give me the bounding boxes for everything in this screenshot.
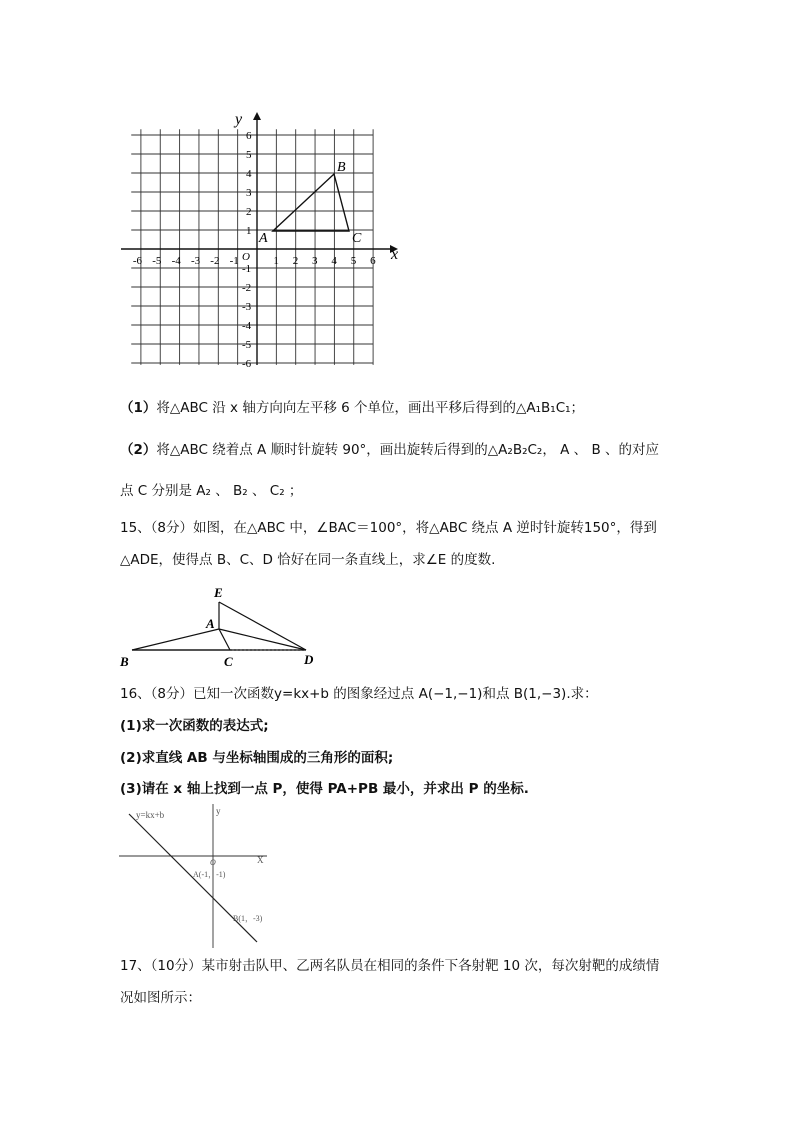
q17-line2: 况如图所示： [120, 990, 201, 1006]
q15-label-a: A [206, 616, 215, 631]
q16-part1: (1)求一次函数的表达式; [120, 718, 269, 734]
y-axis-label: y [235, 111, 243, 128]
q15-label-d: D [304, 652, 314, 667]
y-tick-label: 3 [246, 187, 252, 199]
q16-x-label: X [257, 855, 264, 865]
q15-line1: 15、（8分）如图，在△ABC 中，∠BAC＝100°，将△ABC 绕点 A 逆时针旋转150°，得到 [120, 520, 657, 536]
q15-line2: △ADE，使得点 B、C、D 恰好在同一条直线上，求∠E 的度数. [120, 552, 496, 568]
q16-func-label: y=kx+b [136, 810, 165, 820]
y-tick-label: 2 [246, 206, 252, 218]
x-axis-label: x [391, 246, 399, 263]
q16-part3: (3)请在 x 轴上找到一点 P，使得 PA+PB 最小，并求出 P 的坐标. [120, 781, 529, 797]
origin-label: O [242, 251, 250, 263]
y-tick-label: -4 [242, 320, 252, 332]
q14-part1: （1）将△ABC 沿 x 轴方向向左平移 6 个单位，画出平移后得到的△A₁B₁C₁； [120, 400, 585, 416]
y-tick-label: -5 [242, 339, 252, 351]
x-tick-label: -2 [210, 255, 220, 267]
x-tick-label: 1 [273, 255, 279, 267]
x-tick-label: -4 [171, 255, 181, 267]
x-tick-label: 2 [292, 255, 299, 267]
q14-part2-continued: 点 C 分别是 A₂ 、 B₂ 、 C₂ ； [120, 483, 303, 499]
point-c-label: C [352, 231, 362, 246]
q16-line1: 16、（8分）已知一次函数y=kx+b 的图象经过点 A(−1,−1)和点 B(1,−3).求： [120, 686, 598, 702]
x-tick-label: 4 [331, 255, 337, 267]
y-tick-label: -6 [242, 358, 252, 370]
q15-label-b: B [120, 654, 129, 669]
x-tick-label: 3 [312, 255, 318, 267]
q15-label-e: E [214, 585, 223, 600]
y-axis-arrow [253, 112, 261, 120]
y-tick-label: 4 [246, 168, 252, 180]
q16-point-b: B(1，-3) [233, 914, 263, 923]
coordinate-grid-figure [115, 108, 405, 370]
y-tick-label: 6 [246, 130, 252, 142]
point-b-label: B [337, 160, 346, 175]
y-tick-labels [242, 130, 252, 370]
q17-line1: 17、（10分）某市射击队甲、乙两名队员在相同的条件下各射靶 10 次，每次射靶的成绩情 [120, 958, 660, 974]
x-tick-label: -6 [132, 255, 143, 267]
x-tick-label: 6 [370, 255, 376, 267]
x-tick-label: -3 [190, 255, 201, 267]
y-tick-label: 1 [246, 225, 252, 237]
x-tick-label: 5 [350, 255, 357, 267]
x-tick-labels [133, 255, 376, 267]
q14-part2: （2）将△ABC 绕着点 A 顺时针旋转 90°，画出旋转后得到的△A₂B₂C₂， A 、 B 、的对应 [120, 442, 660, 458]
q16-y-label: y [216, 806, 221, 816]
y-tick-label: -1 [242, 263, 252, 275]
y-tick-label: 5 [246, 149, 252, 161]
q16-part2: (2)求直线 AB 与坐标轴围成的三角形的面积; [120, 750, 394, 766]
y-tick-label: -2 [242, 282, 252, 294]
x-tick-label: -1 [229, 255, 239, 267]
q16-point-a: A(-1，-1) [193, 870, 226, 879]
q16-linear-function-graph [115, 800, 275, 950]
point-a-label: A [259, 231, 268, 246]
q15-label-c: C [224, 654, 233, 669]
q16-origin-label: O [210, 858, 216, 867]
q15-triangle-figure [112, 584, 324, 670]
y-tick-label: -3 [242, 301, 252, 313]
triangle-abc [273, 174, 349, 231]
x-tick-label: -5 [152, 255, 162, 267]
